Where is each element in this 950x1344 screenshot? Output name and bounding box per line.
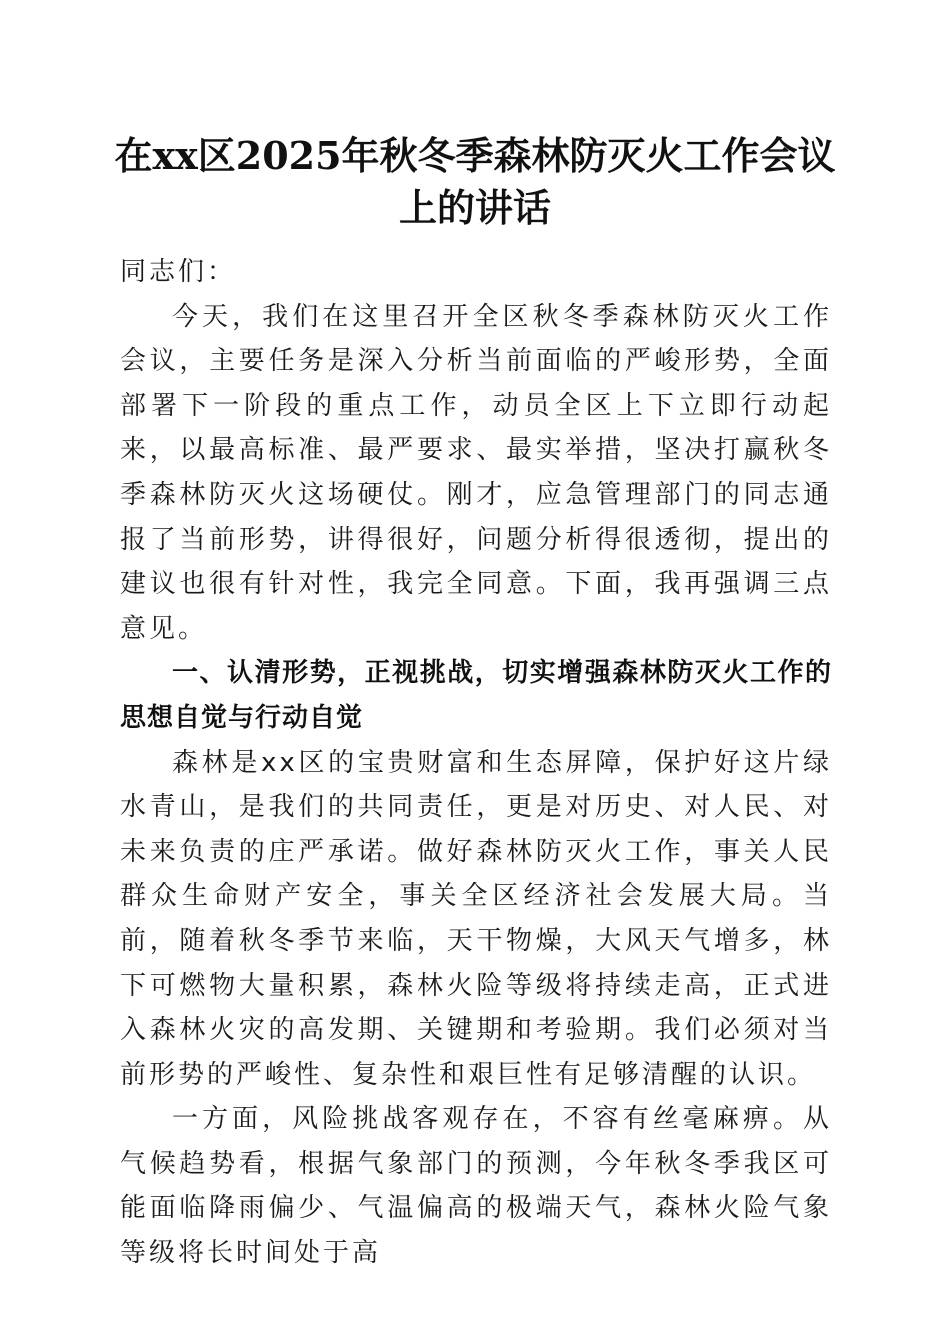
document-body — [120, 250, 832, 1276]
document-title: 在xx区2025年秋冬季森林防灭火工作会议上的讲话 — [114, 133, 836, 230]
paragraph-risk-challenges: 一方面，风险挑战客观存在，不容有丝毫麻痹。从气候趋势看，根据气象部门的预测，今年秋冬季我区可能面临降雨偏少、气温偏高的极端天气，森林火险气象等级将长时间处于高 — [120, 1104, 832, 1269]
paragraph-intro: 今天，我们在这里召开全区秋冬季森林防灭火工作会议，主要任务是深入分析当前面临的严峻形势，全面部署下一阶段的重点工作，动员全区上下立即行动起来，以最高标准、最严要求、最实举措，坚决打赢秋冬季森林防灭火这场硬仗。刚才，应急管理部门的同志通报了当前形势，讲得很好，问题分析得很透彻，提出的建议也很有针对性，我完全同意。下面，我再强调三点意见。 — [120, 301, 832, 644]
paragraph-forest-importance: 森林是xx区的宝贵财富和生态屏障，保护好这片绿水青山，是我们的共同责任，更是对历史、对人民、对未来负责的庄严承诺。做好森林防灭火工作，事关人民群众生命财产安全，事关全区经济社会发展大局。当前，随着秋冬季节来临，天干物燥，大风天气增多，林下可燃物大量积累，森林火险等级将持续走高，正式进入森林火灾的高发期、关键期和考验期。我们必须对当前形势的严峻性、复杂性和艰巨性有足够清醒的认识。 — [120, 747, 832, 1090]
salutation: 同志们： — [120, 257, 237, 287]
section-heading-1: 一、认清形势，正视挑战，切实增强森林防灭火工作的思想自觉与行动自觉 — [120, 658, 832, 733]
